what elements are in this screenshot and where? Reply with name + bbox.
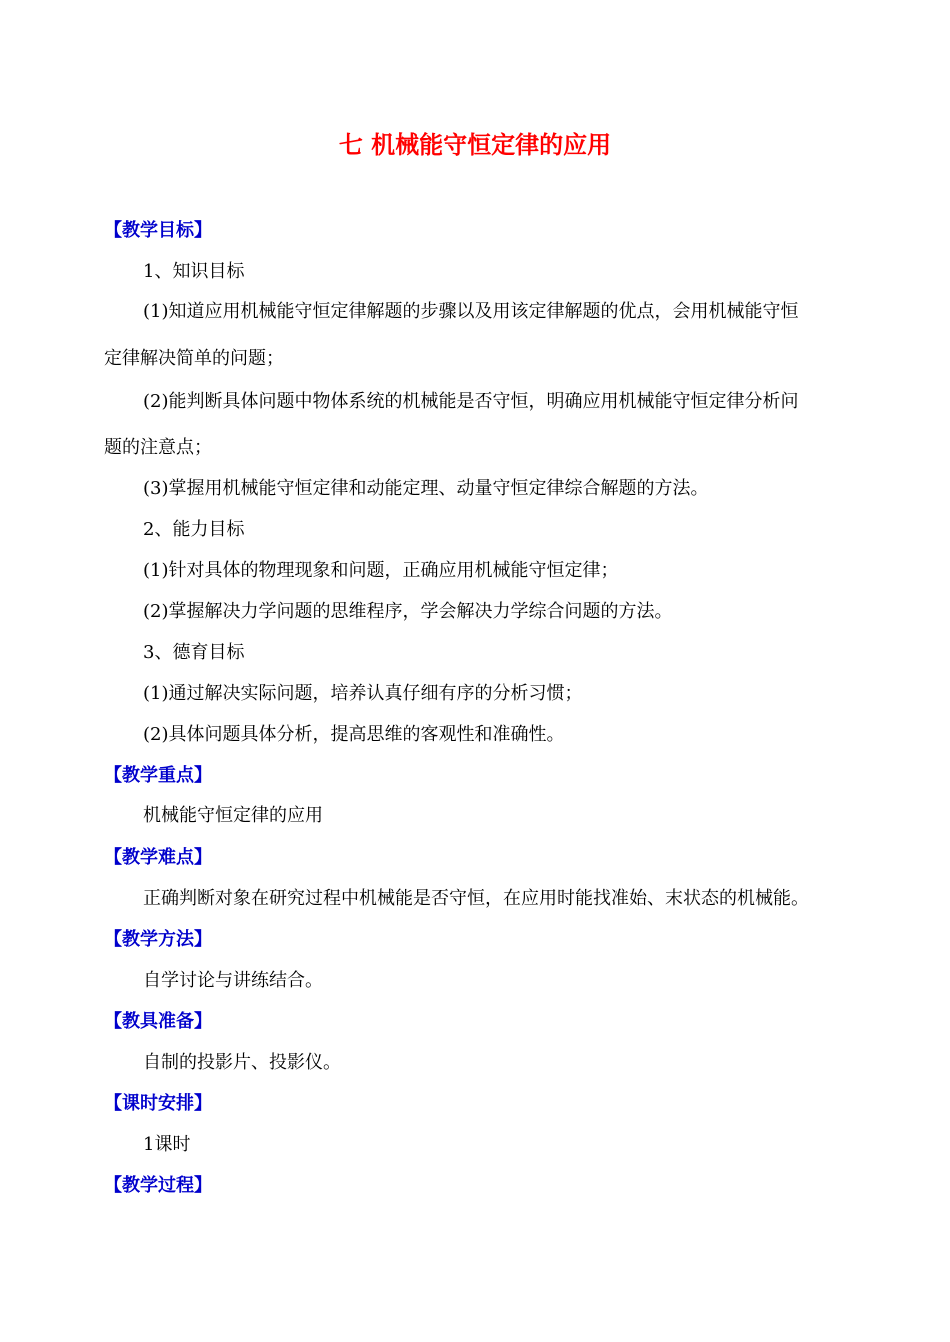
difficulty-heading: 【教学难点】	[104, 847, 212, 868]
key-point-heading: 【教学重点】	[104, 765, 212, 786]
difficulty-text: 正确判断对象在研究过程中机械能是否守恒，在应用时能找准始、末状态的机械能。	[143, 888, 809, 909]
knowledge-objective-1-line-1: (1)知道应用机械能守恒定律解题的步骤以及用该定律解题的优点，会用机械能守恒	[143, 301, 799, 322]
knowledge-objective-label: 1、知识目标	[143, 261, 245, 282]
tools-heading: 【教具准备】	[104, 1011, 212, 1032]
moral-objective-label: 3、德育目标	[143, 642, 245, 663]
method-heading: 【教学方法】	[104, 929, 212, 950]
page-title: 七 机械能守恒定律的应用	[338, 130, 612, 159]
ability-objective-label: 2、能力目标	[143, 519, 245, 540]
knowledge-objective-1-line-2: 定律解决简单的问题；	[104, 348, 284, 369]
key-point-text: 机械能守恒定律的应用	[143, 805, 323, 826]
knowledge-objective-3: (3)掌握用机械能守恒定律和动能定理、动量守恒定律综合解题的方法。	[143, 478, 709, 499]
schedule-heading: 【课时安排】	[104, 1093, 212, 1114]
moral-objective-2: (2)具体问题具体分析，提高思维的客观性和准确性。	[143, 724, 565, 745]
knowledge-objective-2-line-2: 题的注意点；	[104, 437, 212, 458]
schedule-text: 1课时	[143, 1134, 191, 1155]
moral-objective-1: (1)通过解决实际问题，培养认真仔细有序的分析习惯；	[143, 683, 583, 704]
process-heading: 【教学过程】	[104, 1175, 212, 1196]
tools-text: 自制的投影片、投影仪。	[143, 1052, 341, 1073]
objectives-heading: 【教学目标】	[104, 220, 212, 241]
ability-objective-1: (1)针对具体的物理现象和问题，正确应用机械能守恒定律；	[143, 560, 619, 581]
method-text: 自学讨论与讲练结合。	[143, 970, 323, 991]
ability-objective-2: (2)掌握解决力学问题的思维程序，学会解决力学综合问题的方法。	[143, 601, 673, 622]
knowledge-objective-2-line-1: (2)能判断具体问题中物体系统的机械能是否守恒，明确应用机械能守恒定律分析问	[143, 391, 799, 412]
